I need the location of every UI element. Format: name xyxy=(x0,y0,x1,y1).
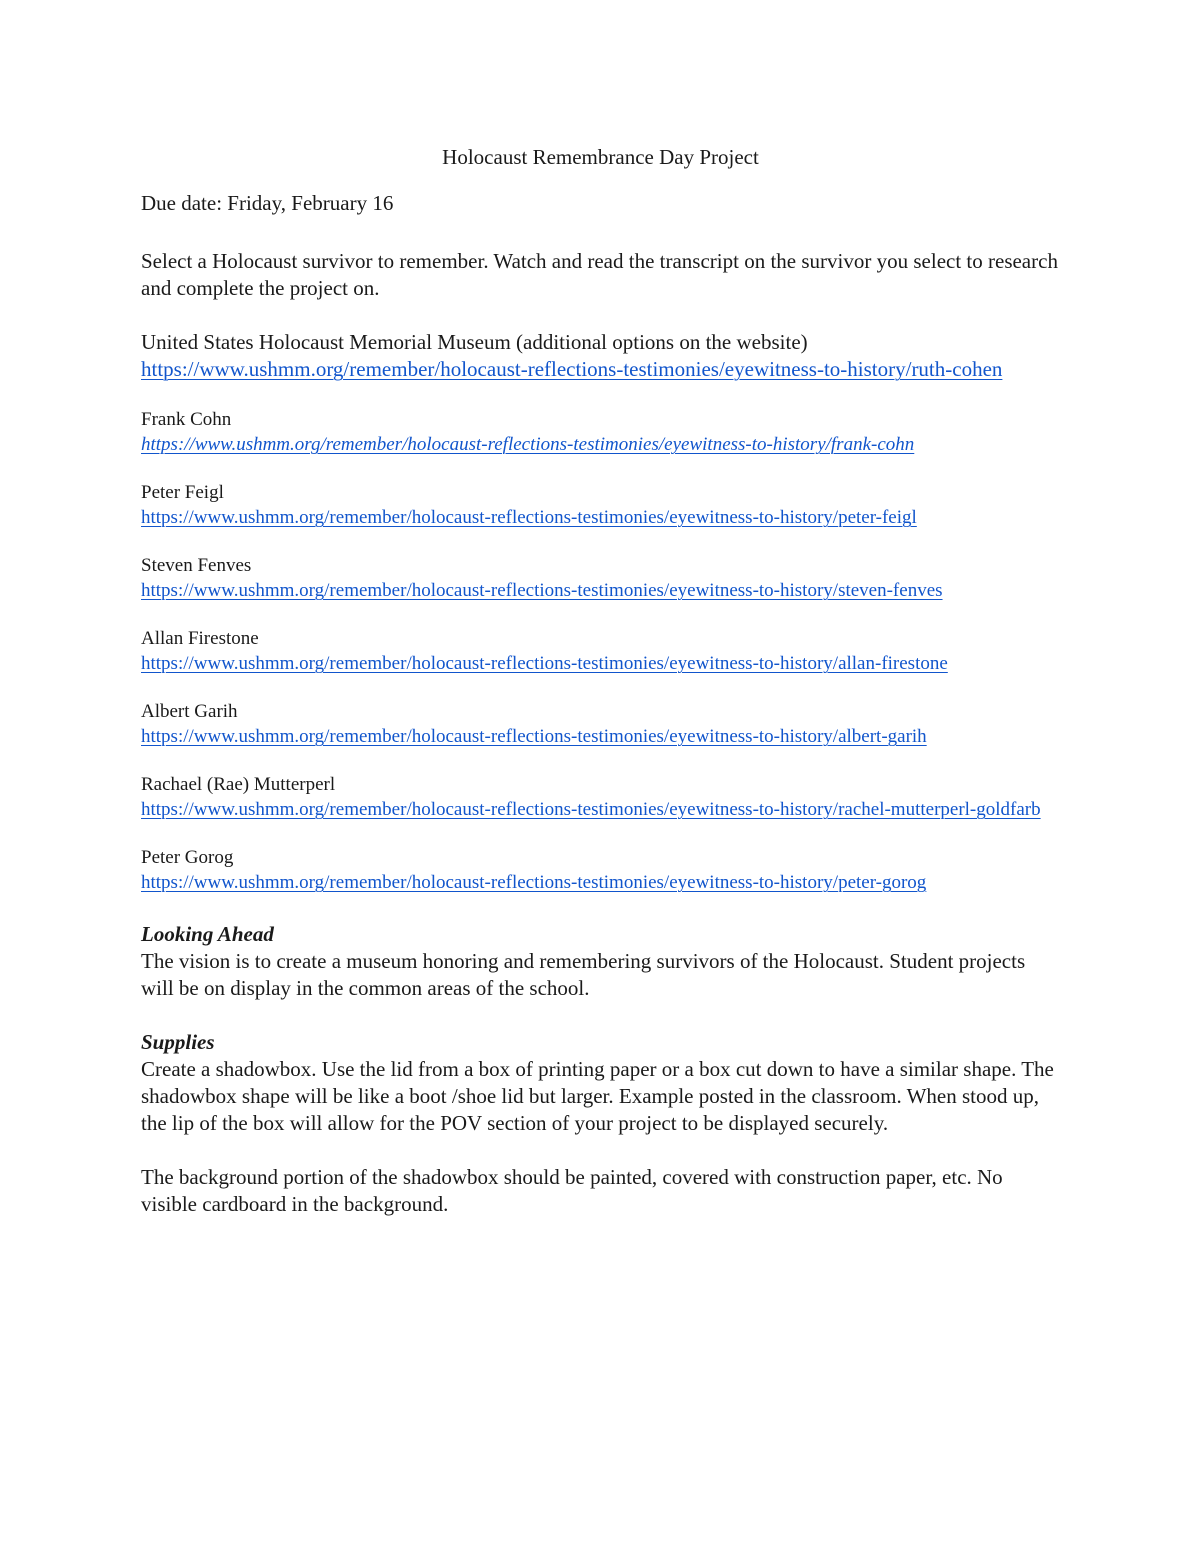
survivor-entry xyxy=(141,407,1060,457)
supplies-heading: Supplies xyxy=(141,1030,215,1054)
survivor-name: Steven Fenves xyxy=(141,555,252,576)
supplies-section xyxy=(141,1029,1060,1218)
survivor-name: Rachael (Rae) Mutterperl xyxy=(141,774,336,795)
survivor-entry xyxy=(141,480,1060,530)
survivor-link[interactable]: https://www.ushmm.org/remember/holocaust-reflections-testimonies/eyewitness-to-history/peter-feigl xyxy=(141,507,917,528)
supplies-text-background: The background portion of the shadowbox should be painted, covered with construction paper, etc. No visible cardboard in the background. xyxy=(141,1165,1003,1216)
survivor-link[interactable]: https://www.ushmm.org/remember/holocaust-reflections-testimonies/eyewitness-to-history/frank-cohn xyxy=(141,434,915,455)
museum-label: United States Holocaust Memorial Museum (additional options on the website) xyxy=(141,330,808,354)
survivor-name: Allan Firestone xyxy=(141,628,259,649)
looking-ahead-section xyxy=(141,921,1060,1002)
looking-ahead-text: The vision is to create a museum honoring and remembering survivors of the Holocaust. Student projects will be on display in the common areas of the school. xyxy=(141,949,1026,1000)
survivor-name: Peter Gorog xyxy=(141,847,234,868)
survivor-entry xyxy=(141,553,1060,603)
survivor-entry xyxy=(141,699,1060,749)
intro-paragraph: Select a Holocaust survivor to remember. Watch and read the transcript on the survivor you select to research and complete the project on. xyxy=(141,249,1058,300)
survivor-name: Frank Cohn xyxy=(141,409,232,430)
survivor-link[interactable]: https://www.ushmm.org/remember/holocaust-reflections-testimonies/eyewitness-to-history/albert-garih xyxy=(141,726,927,747)
survivor-name: Peter Feigl xyxy=(141,482,224,503)
looking-ahead-heading: Looking Ahead xyxy=(141,922,274,946)
document-title: Holocaust Remembrance Day Project xyxy=(442,145,759,169)
supplies-text: Create a shadowbox. Use the lid from a box of printing paper or a box cut down to have a similar shape. The shadowbox shape will be like a boot /shoe lid but larger. Example posted in the classroom. When stood up, the lip of the box will allow for the POV section of your project to be displayed securely. xyxy=(141,1057,1054,1135)
due-date: Due date: Friday, February 16 xyxy=(141,191,394,215)
museum-block xyxy=(141,329,1060,383)
survivor-link[interactable]: https://www.ushmm.org/remember/holocaust-reflections-testimonies/eyewitness-to-history/rachel-mutterperl-goldfarb xyxy=(141,799,1041,820)
museum-link[interactable]: https://www.ushmm.org/remember/holocaust-reflections-testimonies/eyewitness-to-history/ruth-cohen xyxy=(141,357,1003,381)
survivor-link[interactable]: https://www.ushmm.org/remember/holocaust-reflections-testimonies/eyewitness-to-history/steven-fenves xyxy=(141,580,943,601)
survivor-link[interactable]: https://www.ushmm.org/remember/holocaust-reflections-testimonies/eyewitness-to-history/peter-gorog xyxy=(141,872,927,893)
survivor-name: Albert Garih xyxy=(141,701,238,722)
survivor-entry xyxy=(141,626,1060,676)
survivor-entry xyxy=(141,772,1060,822)
survivor-entry xyxy=(141,845,1060,895)
survivor-link[interactable]: https://www.ushmm.org/remember/holocaust-reflections-testimonies/eyewitness-to-history/allan-firestone xyxy=(141,653,948,674)
